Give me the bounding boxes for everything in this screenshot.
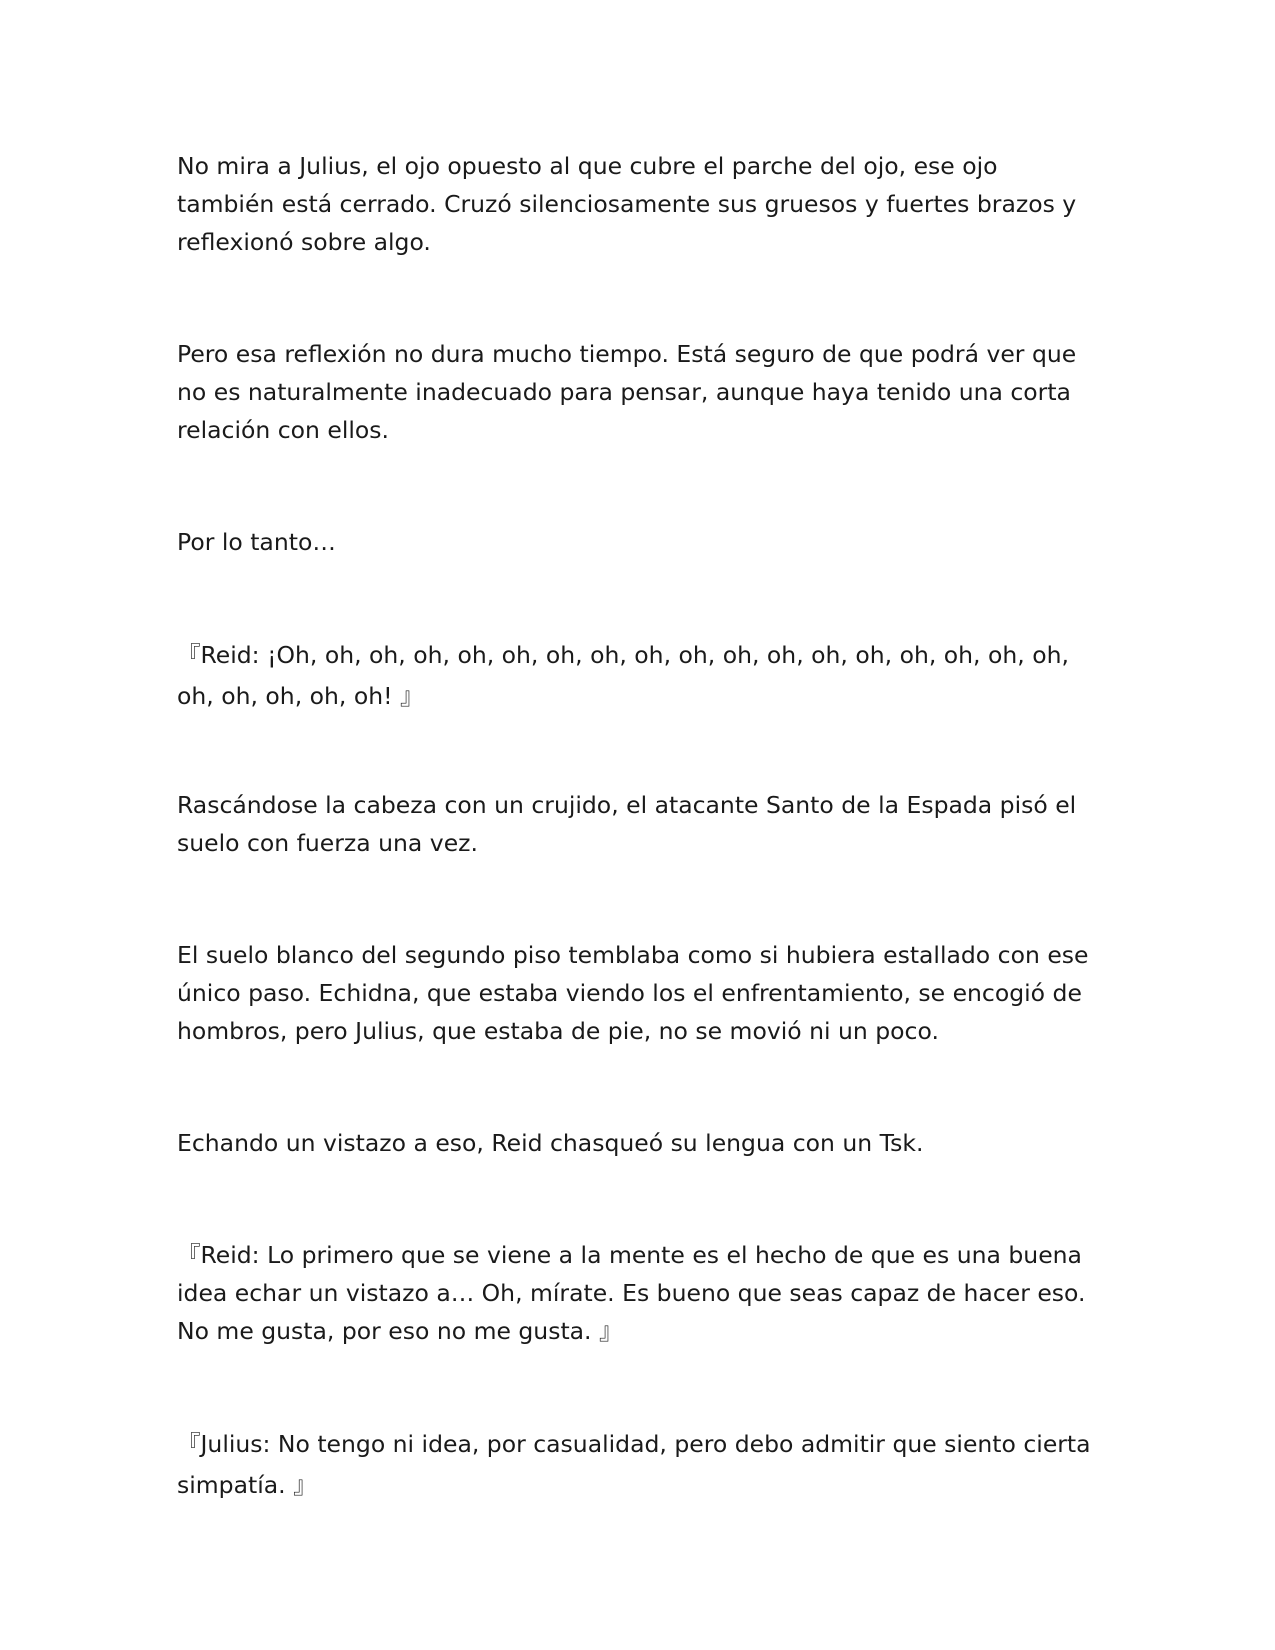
paragraph-narration-4: Rascándose la cabeza con un crujido, el atacante Santo de la Espada pisó el suelo con fuerza una vez. xyxy=(177,791,1077,857)
paragraph-narration-1: No mira a Julius, el ojo opuesto al que cubre el parche del ojo, ese ojo también está cerrado. Cruzó silenciosamente sus gruesos y fuertes brazos y reflexionó sobre algo. xyxy=(177,152,1077,256)
paragraph-dialogue-reid-2: 『Reid: Lo primero que se viene a la mente es el hecho de que es una buena idea echar un vistazo a… Oh, mírate. Es bueno que seas capaz de hacer eso. No me gusta, por eso no me gusta. 』 xyxy=(177,1241,1086,1345)
paragraph-dialogue-julius: 『Julius: No tengo ni idea, por casualidad, pero debo admitir que siento cierta simpatía. 』 xyxy=(177,1430,1091,1499)
paragraph-narration-6: Echando un vistazo a eso, Reid chasqueó su lengua con un Tsk. xyxy=(177,1129,924,1157)
paragraph-narration-2: Pero esa reflexión no dura mucho tiempo. Está seguro de que podrá ver que no es naturalmente inadecuado para pensar, aunque haya tenido una corta relación con ellos. xyxy=(177,340,1077,444)
paragraph-narration-5: El suelo blanco del segundo piso temblaba como si hubiera estallado con ese único paso. Echidna, que estaba viendo los el enfrentamiento, se encogió de hombros, pero Julius, que estaba de pie, no se movió ni un poco. xyxy=(177,941,1089,1045)
paragraph-narration-3: Por lo tanto… xyxy=(177,528,336,556)
paragraph-dialogue-reid-1: 『Reid: ¡Oh, oh, oh, oh, oh, oh, oh, oh, oh, oh, oh, oh, oh, oh, oh, oh, oh, oh, oh, oh, oh, oh, oh! 』 xyxy=(177,641,1069,710)
